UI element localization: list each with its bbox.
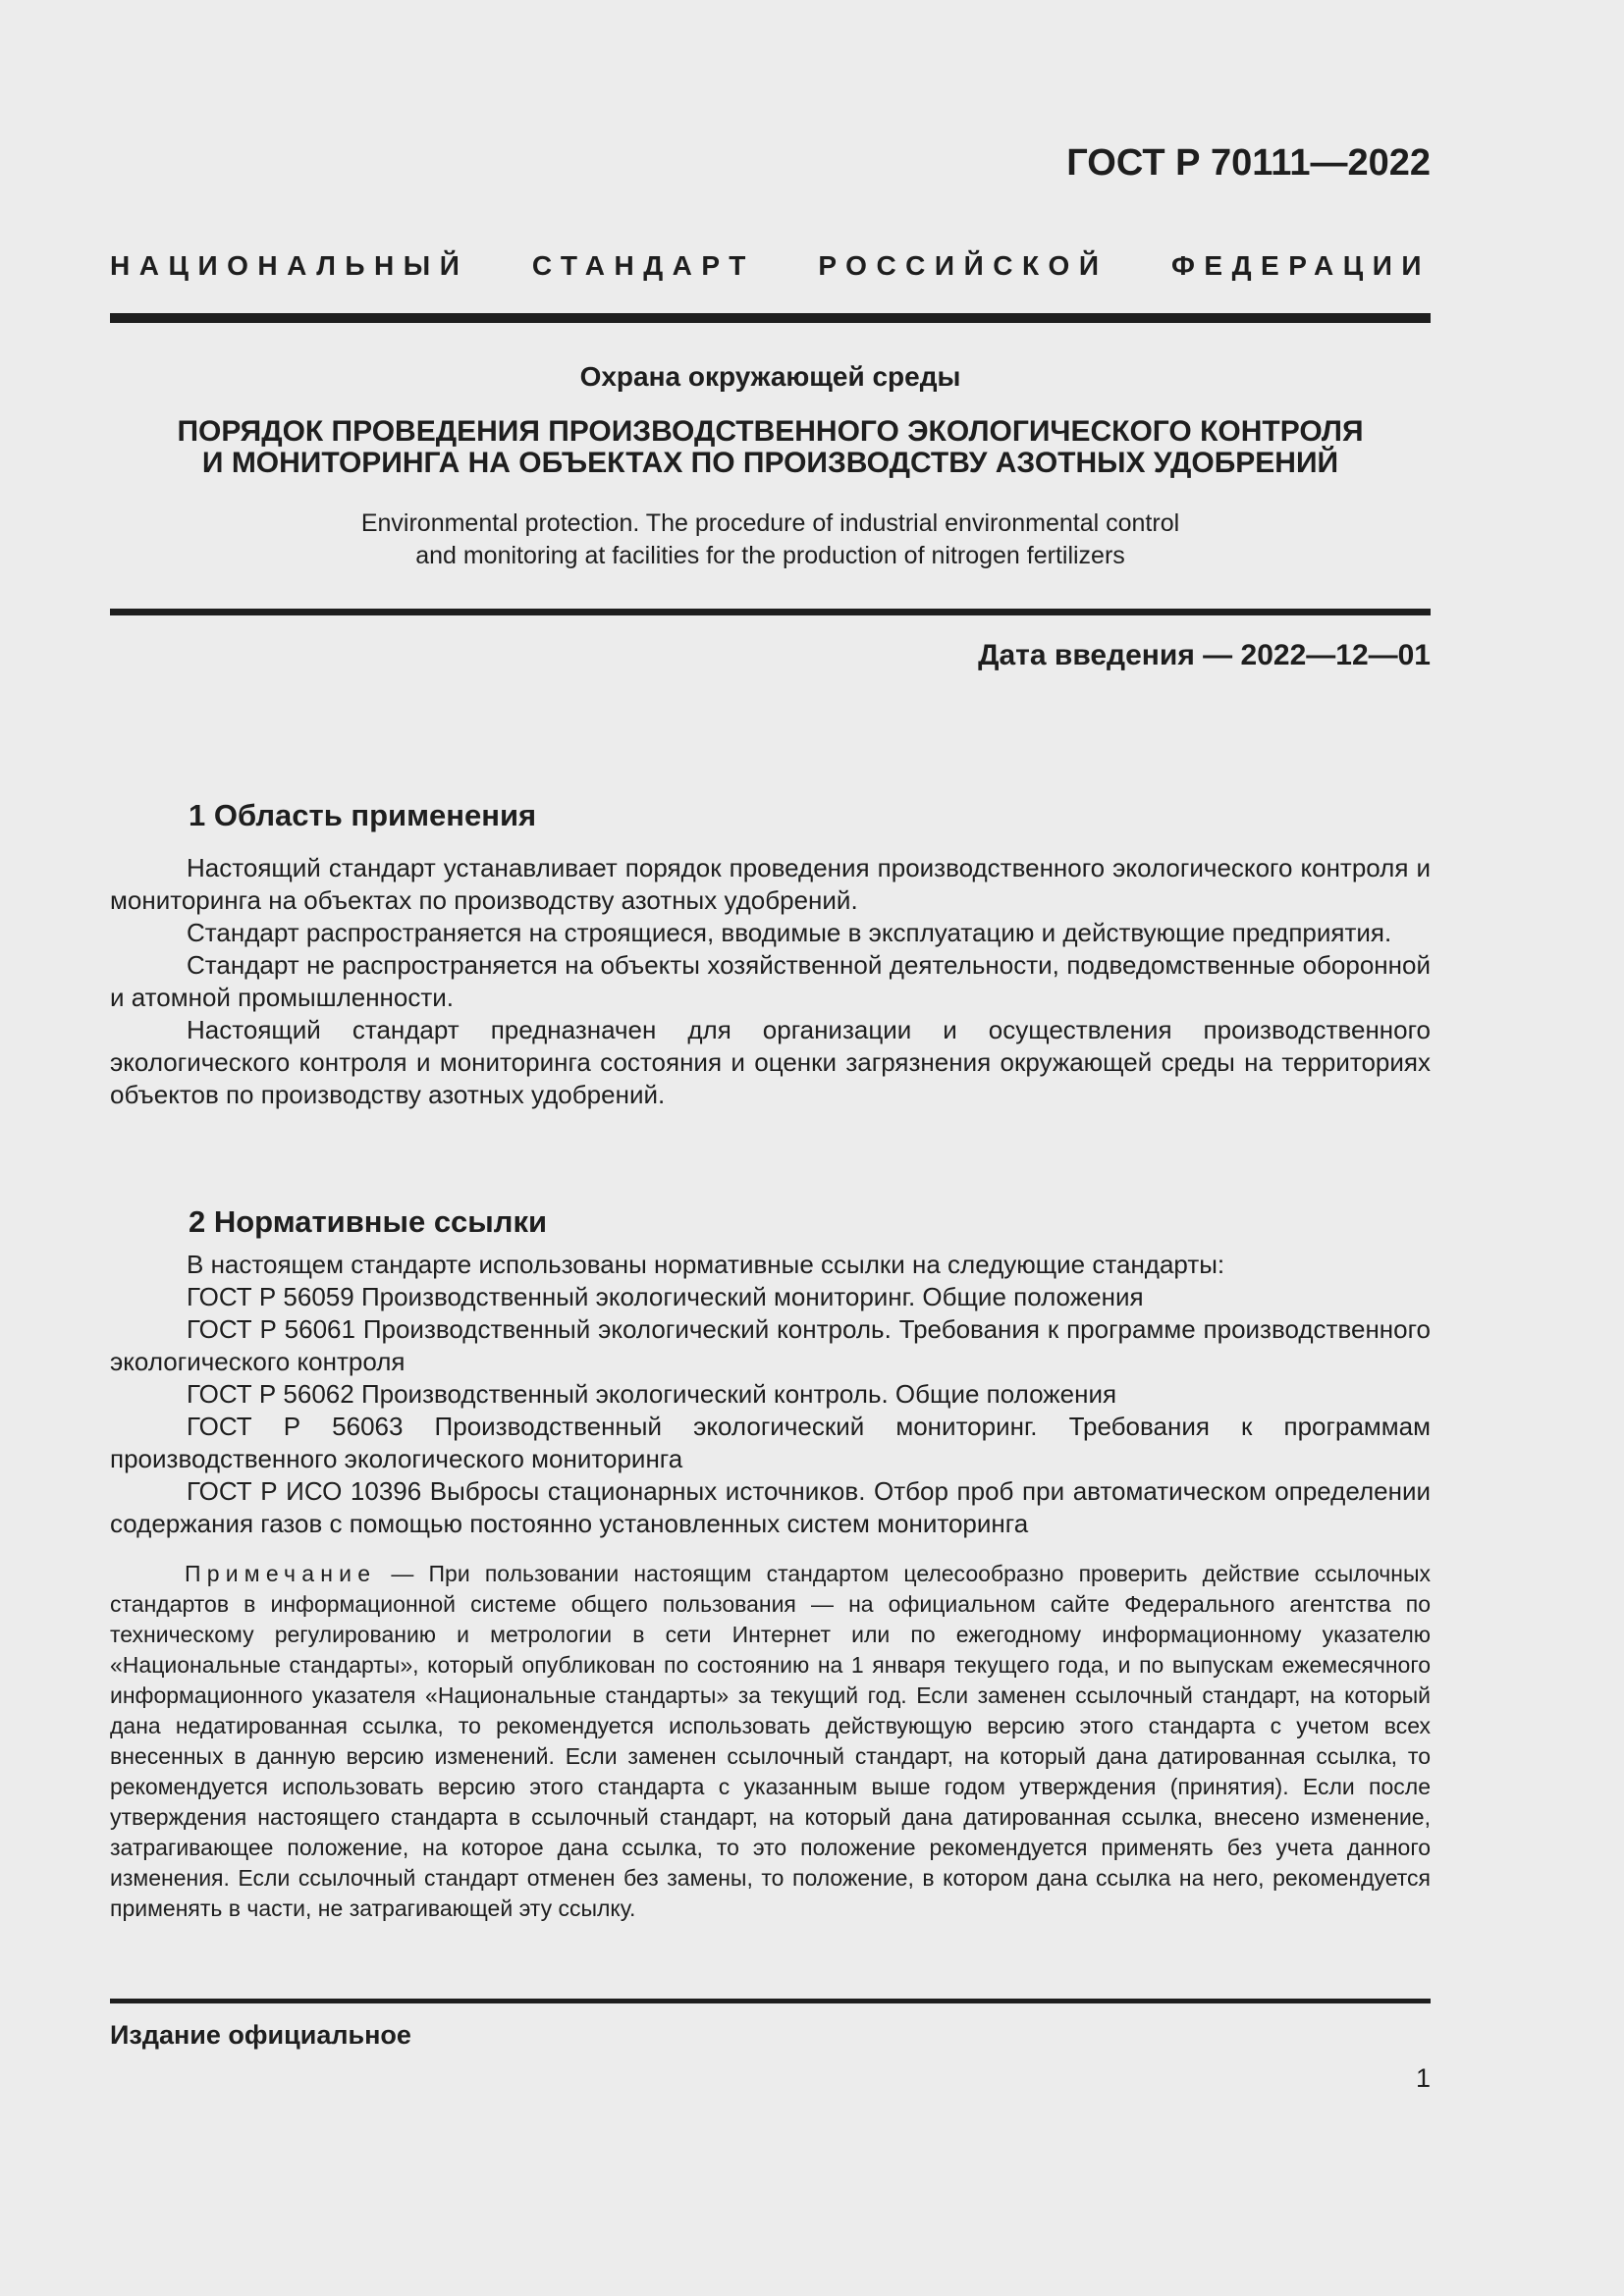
referenced-standard: ГОСТ Р 56059 Производственный экологический мониторинг. Общие положения bbox=[187, 1282, 1144, 1311]
title-rule bbox=[110, 609, 1431, 615]
references-note bbox=[110, 1559, 1431, 1924]
referenced-standard: ГОСТ Р 56061 Производственный экологический контроль. Требования к программе производственного экологического контроля bbox=[110, 1314, 1431, 1376]
main-title-en bbox=[110, 507, 1431, 572]
referenced-standard: ГОСТ Р 56062 Производственный экологический контроль. Общие положения bbox=[187, 1379, 1117, 1409]
paragraph: В настоящем стандарте использованы нормативные ссылки на следующие стандарты: bbox=[187, 1250, 1225, 1279]
title-en-line: Environmental protection. The procedure of industrial environmental control bbox=[360, 509, 1180, 537]
subject-title: Охрана окружающей среды bbox=[579, 361, 961, 392]
section-references-body bbox=[110, 1249, 1431, 1540]
main-title-line: ПОРЯДОК ПРОВЕДЕНИЯ ПРОИЗВОДСТВЕННОГО ЭКОЛОГИЧЕСКОГО КОНТРОЛЯ bbox=[177, 415, 1364, 448]
page-number: 1 bbox=[1415, 2063, 1431, 2093]
section-heading-scope: 1 Область применения bbox=[189, 798, 537, 832]
footer-rule bbox=[110, 1999, 1431, 2003]
national-standard-banner bbox=[110, 249, 1431, 283]
banner-word: ФЕДЕРАЦИИ bbox=[1170, 250, 1431, 281]
section-heading-references: 2 Нормативные ссылки bbox=[189, 1204, 548, 1239]
main-title-ru bbox=[110, 416, 1431, 479]
paragraph: Стандарт распространяется на строящиеся, вводимые в эксплуатацию и действующие предприятия. bbox=[187, 918, 1392, 947]
paragraph: Настоящий стандарт устанавливает порядок проведения производственного экологического контроля и мониторинга на объектах по производству азотных удобрений. bbox=[110, 853, 1431, 915]
official-edition-note: Издание официальное bbox=[110, 2020, 411, 2050]
banner-word: РОССИЙСКОЙ bbox=[818, 250, 1109, 281]
banner-word: НАЦИОНАЛЬНЫЙ bbox=[110, 250, 469, 281]
note-text: — При пользовании настоящим стандартом целесообразно проверить действие ссылочных стандартов в информационной системе общего пользования — на официальном сайте Федерального агентства по техническому регулированию и метрологии в сети Интернет или по ежегодному информационному указателю «Национальные стандарты», который опубликован по состоянию на 1 января текущего года, и по выпускам ежемесячного информационного указателя «Национальные стандарты» за текущий год. Если заменен ссылочный стандарт, на который дана недатированная ссылка, то рекомендуется использовать действующую версию этого стандарта с учетом всех внесенных в данную версию изменений. Если заменен ссылочный стандарт, на который дана датированная ссылка, то рекомендуется использовать версию этого стандарта с указанным выше годом утверждения (принятия). Если после утверждения настоящего стандарта в ссылочный стандарт, на который дана датированная ссылка, внесено изменение, затрагивающее положение, на которое дана ссылка, то это положение рекомендуется применять без учета данного изменения. Если ссылочный стандарт отменен без замены, то положение, в котором дана ссылка на него, рекомендуется применять в части, не затрагивающей эту ссылку. bbox=[110, 1561, 1431, 1921]
paragraph: Настоящий стандарт предназначен для организации и осуществления производственного экологического контроля и мониторинга состояния и оценки загрязнения окружающей среды на территориях объектов по производству азотных удобрений. bbox=[110, 1015, 1431, 1109]
section-scope-body bbox=[110, 852, 1431, 1111]
main-title-line: И МОНИТОРИНГА НА ОБЪЕКТАХ ПО ПРОИЗВОДСТВУ АЗОТНЫХ УДОБРЕНИЙ bbox=[201, 447, 1339, 479]
title-en-line: and monitoring at facilities for the production of nitrogen fertilizers bbox=[415, 542, 1125, 569]
referenced-standard: ГОСТ Р ИСО 10396 Выбросы стационарных источников. Отбор проб при автоматическом определении содержания газов с помощью постоянно установленных систем мониторинга bbox=[110, 1476, 1431, 1538]
paragraph: Стандарт не распространяется на объекты хозяйственной деятельности, подведомственные оборонной и атомной промышленности. bbox=[110, 950, 1431, 1012]
effective-date: Дата введения — 2022—12—01 bbox=[978, 639, 1431, 671]
note-label: Примечание bbox=[185, 1561, 377, 1586]
header-rule bbox=[110, 313, 1431, 323]
banner-word: СТАНДАРТ bbox=[531, 250, 755, 281]
document-code: ГОСТ Р 70111—2022 bbox=[1066, 142, 1431, 184]
referenced-standard: ГОСТ Р 56063 Производственный экологический мониторинг. Требования к программам производственного экологического мониторинга bbox=[110, 1412, 1431, 1473]
